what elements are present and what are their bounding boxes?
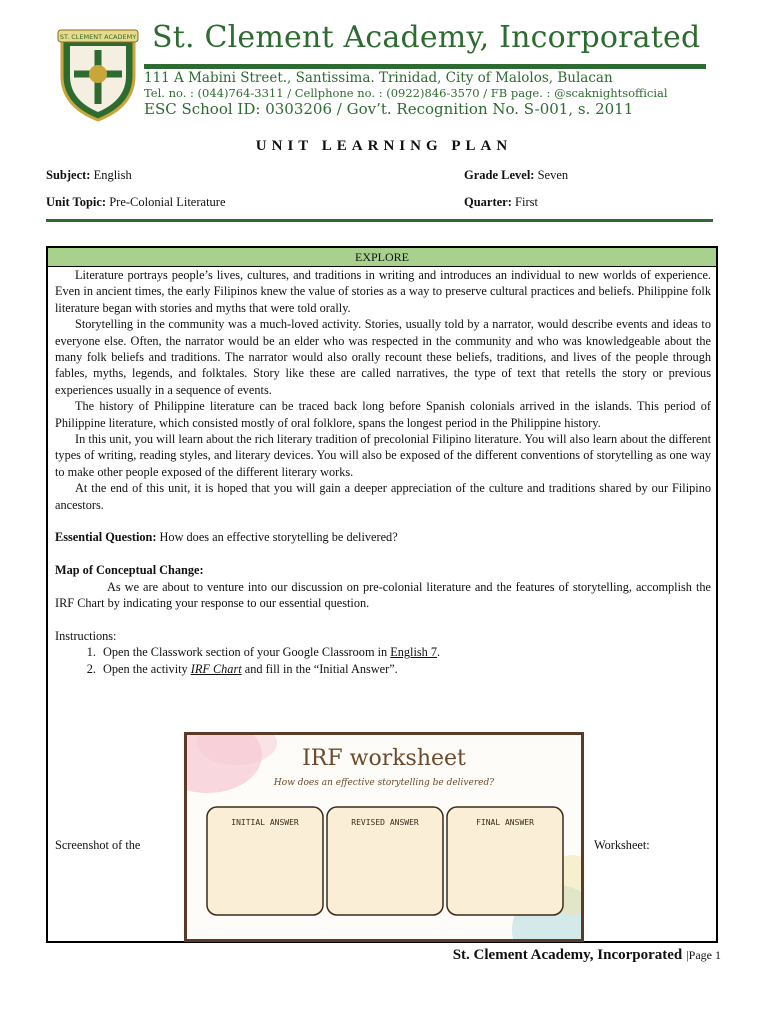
english7-link[interactable]: English 7 (390, 645, 438, 660)
explore-content (55, 267, 711, 677)
header-divider (144, 64, 706, 69)
grade-field (464, 168, 568, 183)
explore-paragraph: Literature portrays people’s lives, cultures, and traditions in writing and introduces an individual to new worlds of experience. Even in ancient times, the early Filipinos knew the value of stories as a way to preserve cultural practices and beliefs. Philippine folk literature began with stories and myths that were told orally. (55, 268, 711, 315)
svg-text:ST. CLEMENT ACADEMY: ST. CLEMENT ACADEMY (59, 33, 137, 41)
explore-section (46, 246, 718, 943)
topic-field (46, 195, 226, 210)
essential-question-text: How does an effective storytelling be delivered? (159, 530, 398, 545)
explore-heading: EXPLORE (48, 248, 716, 267)
screenshot-caption-right: Worksheet: (594, 838, 650, 852)
letterhead (0, 0, 768, 130)
essential-question (55, 529, 711, 545)
irf-worksheet-graphic (187, 735, 581, 939)
quarter-value: First (515, 195, 538, 209)
page-footer (0, 946, 721, 964)
explore-paragraph: Storytelling in the community was a much-loved activity. Stories, usually told by a narrator, would describe events and ideas to everyone else. Often, the narrator would be an elder who was respected in the community and who was knowledgeable about the many folk beliefs and traditions. The narrator would also orally recount these beliefs, traditions, and lives of the people through fables, myths, legends, and folktales. Story like these are called narratives, the type of text that retells the story or previous experiences usually in a sequence of events. (55, 317, 711, 397)
worksheet-question: How does an effective storytelling be delivered? (273, 778, 495, 788)
instructions-list (55, 644, 711, 677)
school-contact: Tel. no. : (044)764-3311 / Cellphone no. : (0922)846-3570 / FB page. : @scaknightsofficial (144, 86, 668, 100)
final-answer-label: FINAL ANSWER (476, 818, 534, 827)
topic-value: Pre-Colonial Literature (109, 195, 226, 209)
subject-label: Subject: (46, 168, 91, 182)
school-esc-id: ESC School ID: 0303206 / Gov’t. Recognition No. S-001, s. 2011 (144, 100, 634, 118)
explore-paragraph: At the end of this unit, it is hoped that you will gain a deeper appreciation of the culture and traditions shared by our Filipino ancestors. (55, 481, 711, 512)
school-address: 111 A Mabini Street., Santissima. Trinidad, City of Malolos, Bulacan (144, 70, 613, 86)
screenshot-caption-left: Screenshot of the (55, 838, 141, 852)
map-label: Map of Conceptual Change: (55, 563, 204, 578)
quarter-label: Quarter: (464, 195, 512, 209)
subject-value: English (93, 168, 132, 182)
subject-field (46, 168, 132, 183)
section-divider (46, 219, 713, 222)
school-logo-icon (56, 24, 140, 122)
topic-label: Unit Topic: (46, 195, 107, 209)
quarter-field (464, 195, 538, 210)
explore-paragraph: In this unit, you will learn about the rich literary tradition of precolonial Filipino literature. You will also learn about the different types of writing, reading styles, and literary devices. You will also be exposed of the different conventions of storytelling as one way to make other people exposed of the different literary works. (55, 432, 711, 479)
grade-label: Grade Level: (464, 168, 535, 182)
footer-school-name: St. Clement Academy, Incorporated (452, 947, 683, 963)
explore-paragraph: The history of Philippine literature can be traced back long before Spanish colonials arrived in the islands. This period of Philippine literature, which consisted mostly of oral folklore, spans the longest period in the Philippine history. (55, 399, 711, 430)
instruction-step-2: 2. Open the activity IRF Chart and fill in the “Initial Answer”. (99, 661, 711, 677)
irf-chart-link[interactable]: IRF Chart (190, 661, 242, 676)
grade-value: Seven (537, 168, 569, 182)
page-number: |Page 1 (686, 948, 721, 962)
instructions-label: Instructions: (55, 628, 117, 643)
essential-question-label: Essential Question: (55, 530, 157, 545)
document-title: UNIT LEARNING PLAN (255, 138, 513, 154)
irf-worksheet-screenshot (184, 732, 584, 942)
initial-answer-label: INITIAL ANSWER (231, 818, 299, 827)
instruction-step-1: 1. Open the Classwork section of your Google Classroom in English 7. (99, 644, 711, 660)
map-text: As we are about to venture into our discussion on pre-colonial literature and the features of storytelling, accomplish the IRF Chart by indicating your response to our essential question. (55, 579, 711, 611)
worksheet-title: IRF worksheet (302, 746, 466, 771)
revised-answer-label: REVISED ANSWER (351, 818, 419, 827)
school-name: St. Clement Academy, Incorporated (152, 20, 701, 55)
